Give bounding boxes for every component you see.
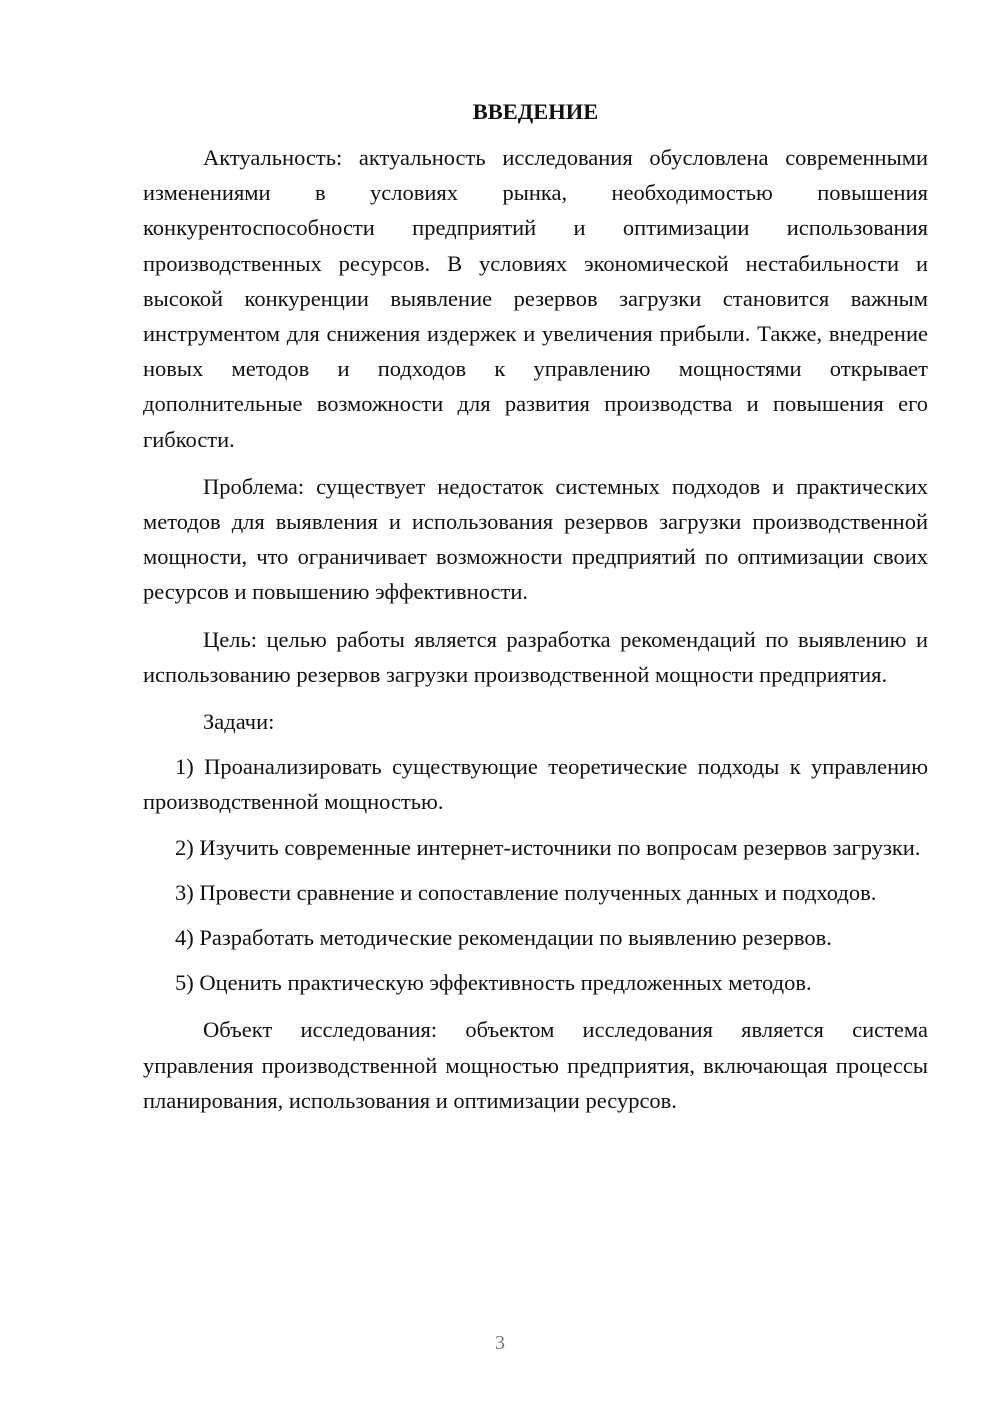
goal-paragraph: Цель: целью работы является разработка рекомендаций по выявлению и использованию резервов загрузки производственной мощности предприятия.	[143, 626, 928, 687]
page-content	[143, 94, 928, 1130]
object-paragraph: Объект исследования: объектом исследования является система управления производственной мощностью предприятия, включающая процессы планирования, использования и оптимизации ресурсов.	[143, 1017, 928, 1113]
task-item: 1) Проанализировать существующие теоретические подходы к управлению производственной мощностью.	[143, 754, 928, 815]
task-item: 2) Изучить современные интернет-источники по вопросам резервов загрузки.	[175, 834, 921, 860]
task-item: 5) Оценить практическую эффективность предложенных методов.	[175, 970, 812, 996]
page-number: 3	[495, 1332, 505, 1354]
tasks-label: Задачи:	[203, 709, 275, 735]
task-item: 3) Провести сравнение и сопоставление полученных данных и подходов.	[175, 879, 877, 905]
tasks-list	[143, 749, 928, 1000]
task-item: 4) Разработать методические рекомендации по выявлению резервов.	[175, 925, 832, 951]
relevance-paragraph: Актуальность: актуальность исследования обусловлена современными изменениями в условиях рынка, необходимостью повышения конкурентоспособности предприятий и оптимизации использования производственных ресурсов. В условиях экономической нестабильности и высокой конкуренции выявление резервов загрузки становится важным инструментом для снижения издержек и увеличения прибыли. Также, внедрение новых методов и подходов к управлению мощностями открывает дополнительные возможности для развития производства и повышения его гибкости.	[143, 145, 928, 452]
section-heading: ВВЕДЕНИЕ	[472, 99, 599, 124]
problem-paragraph: Проблема: существует недостаток системных подходов и практических методов для выявления и использования резервов загрузки производственной мощности, что ограничивает возможности предприятий по оптимизации своих ресурсов и повышению эффективности.	[143, 473, 928, 605]
